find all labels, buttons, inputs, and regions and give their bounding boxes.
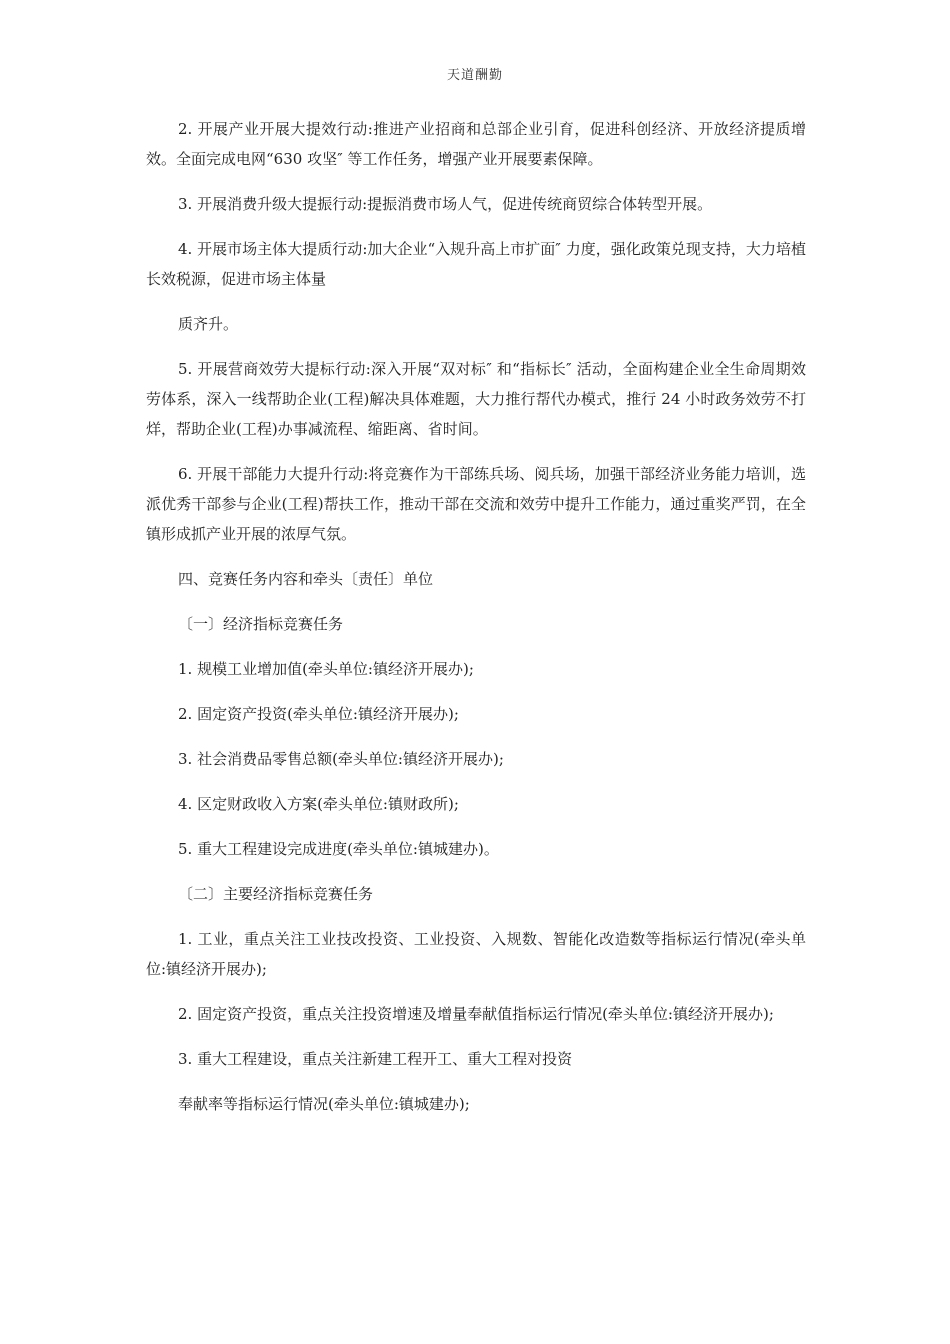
paragraph: 6. 开展干部能力大提升行动:将竞赛作为干部练兵场、阅兵场，加强干部经济业务能力培训，选派优秀干部参与企业(工程)帮扶工作，推动干部在交流和效劳中提升工作能力，通过重奖严罚，在全镇形成抓产业开展的浓厚气氛。 xyxy=(146,465,806,543)
list-item: 1. 规模工业增加值(牵头单位:镇经济开展办); xyxy=(178,660,474,678)
list-item: 2. 固定资产投资，重点关注投资增速及增量奉献值指标运行情况(牵头单位:镇经济开展办); xyxy=(178,1005,774,1023)
list-item: 3. 社会消费品零售总额(牵头单位:镇经济开展办); xyxy=(178,750,504,768)
section-heading: 四、竞赛任务内容和牵头〔责任〕单位 xyxy=(178,570,434,588)
list-item: 1. 工业，重点关注工业技改投资、工业投资、入规数、智能化改造数等指标运行情况(牵头单位:镇经济开展办); xyxy=(146,930,806,978)
subsection-heading: 〔二〕主要经济指标竞赛任务 xyxy=(178,885,374,903)
paragraph: 5. 开展营商效劳大提标行动:深入开展“双对标″ 和“指标长″ 活动，全面构建企业全生命周期效劳体系，深入一线帮助企业(工程)解决具体难题，大力推行帮代办模式，推行 24 小时政务效劳不打烊，帮助企业(工程)办事减流程、缩距离、省时间。 xyxy=(146,360,806,438)
paragraph: 4. 开展市场主体大提质行动:加大企业“入规升高上市扩面″ 力度，强化政策兑现支持，大力培植长效税源，促进市场主体量 xyxy=(146,240,806,288)
document-body xyxy=(146,114,806,1134)
list-item: 3. 重大工程建设，重点关注新建工程开工、重大工程对投资 xyxy=(178,1050,573,1068)
list-item: 2. 固定资产投资(牵头单位:镇经济开展办); xyxy=(178,705,459,723)
paragraph-continuation: 质齐升。 xyxy=(178,315,239,333)
page-header: 天道酬勤 xyxy=(446,68,503,83)
paragraph-continuation: 奉献率等指标运行情况(牵头单位:镇城建办); xyxy=(178,1095,470,1113)
list-item: 4. 区定财政收入方案(牵头单位:镇财政所); xyxy=(178,795,459,813)
list-item: 5. 重大工程建设完成进度(牵头单位:镇城建办)。 xyxy=(178,840,499,858)
subsection-heading: 〔一〕经济指标竞赛任务 xyxy=(178,615,344,633)
paragraph: 2. 开展产业开展大提效行动:推进产业招商和总部企业引育，促进科创经济、开放经济提质增效。全面完成电网“630 攻坚″ 等工作任务，增强产业开展要素保障。 xyxy=(146,120,806,168)
paragraph: 3. 开展消费升级大提振行动:提振消费市场人气，促进传统商贸综合体转型开展。 xyxy=(178,195,713,213)
